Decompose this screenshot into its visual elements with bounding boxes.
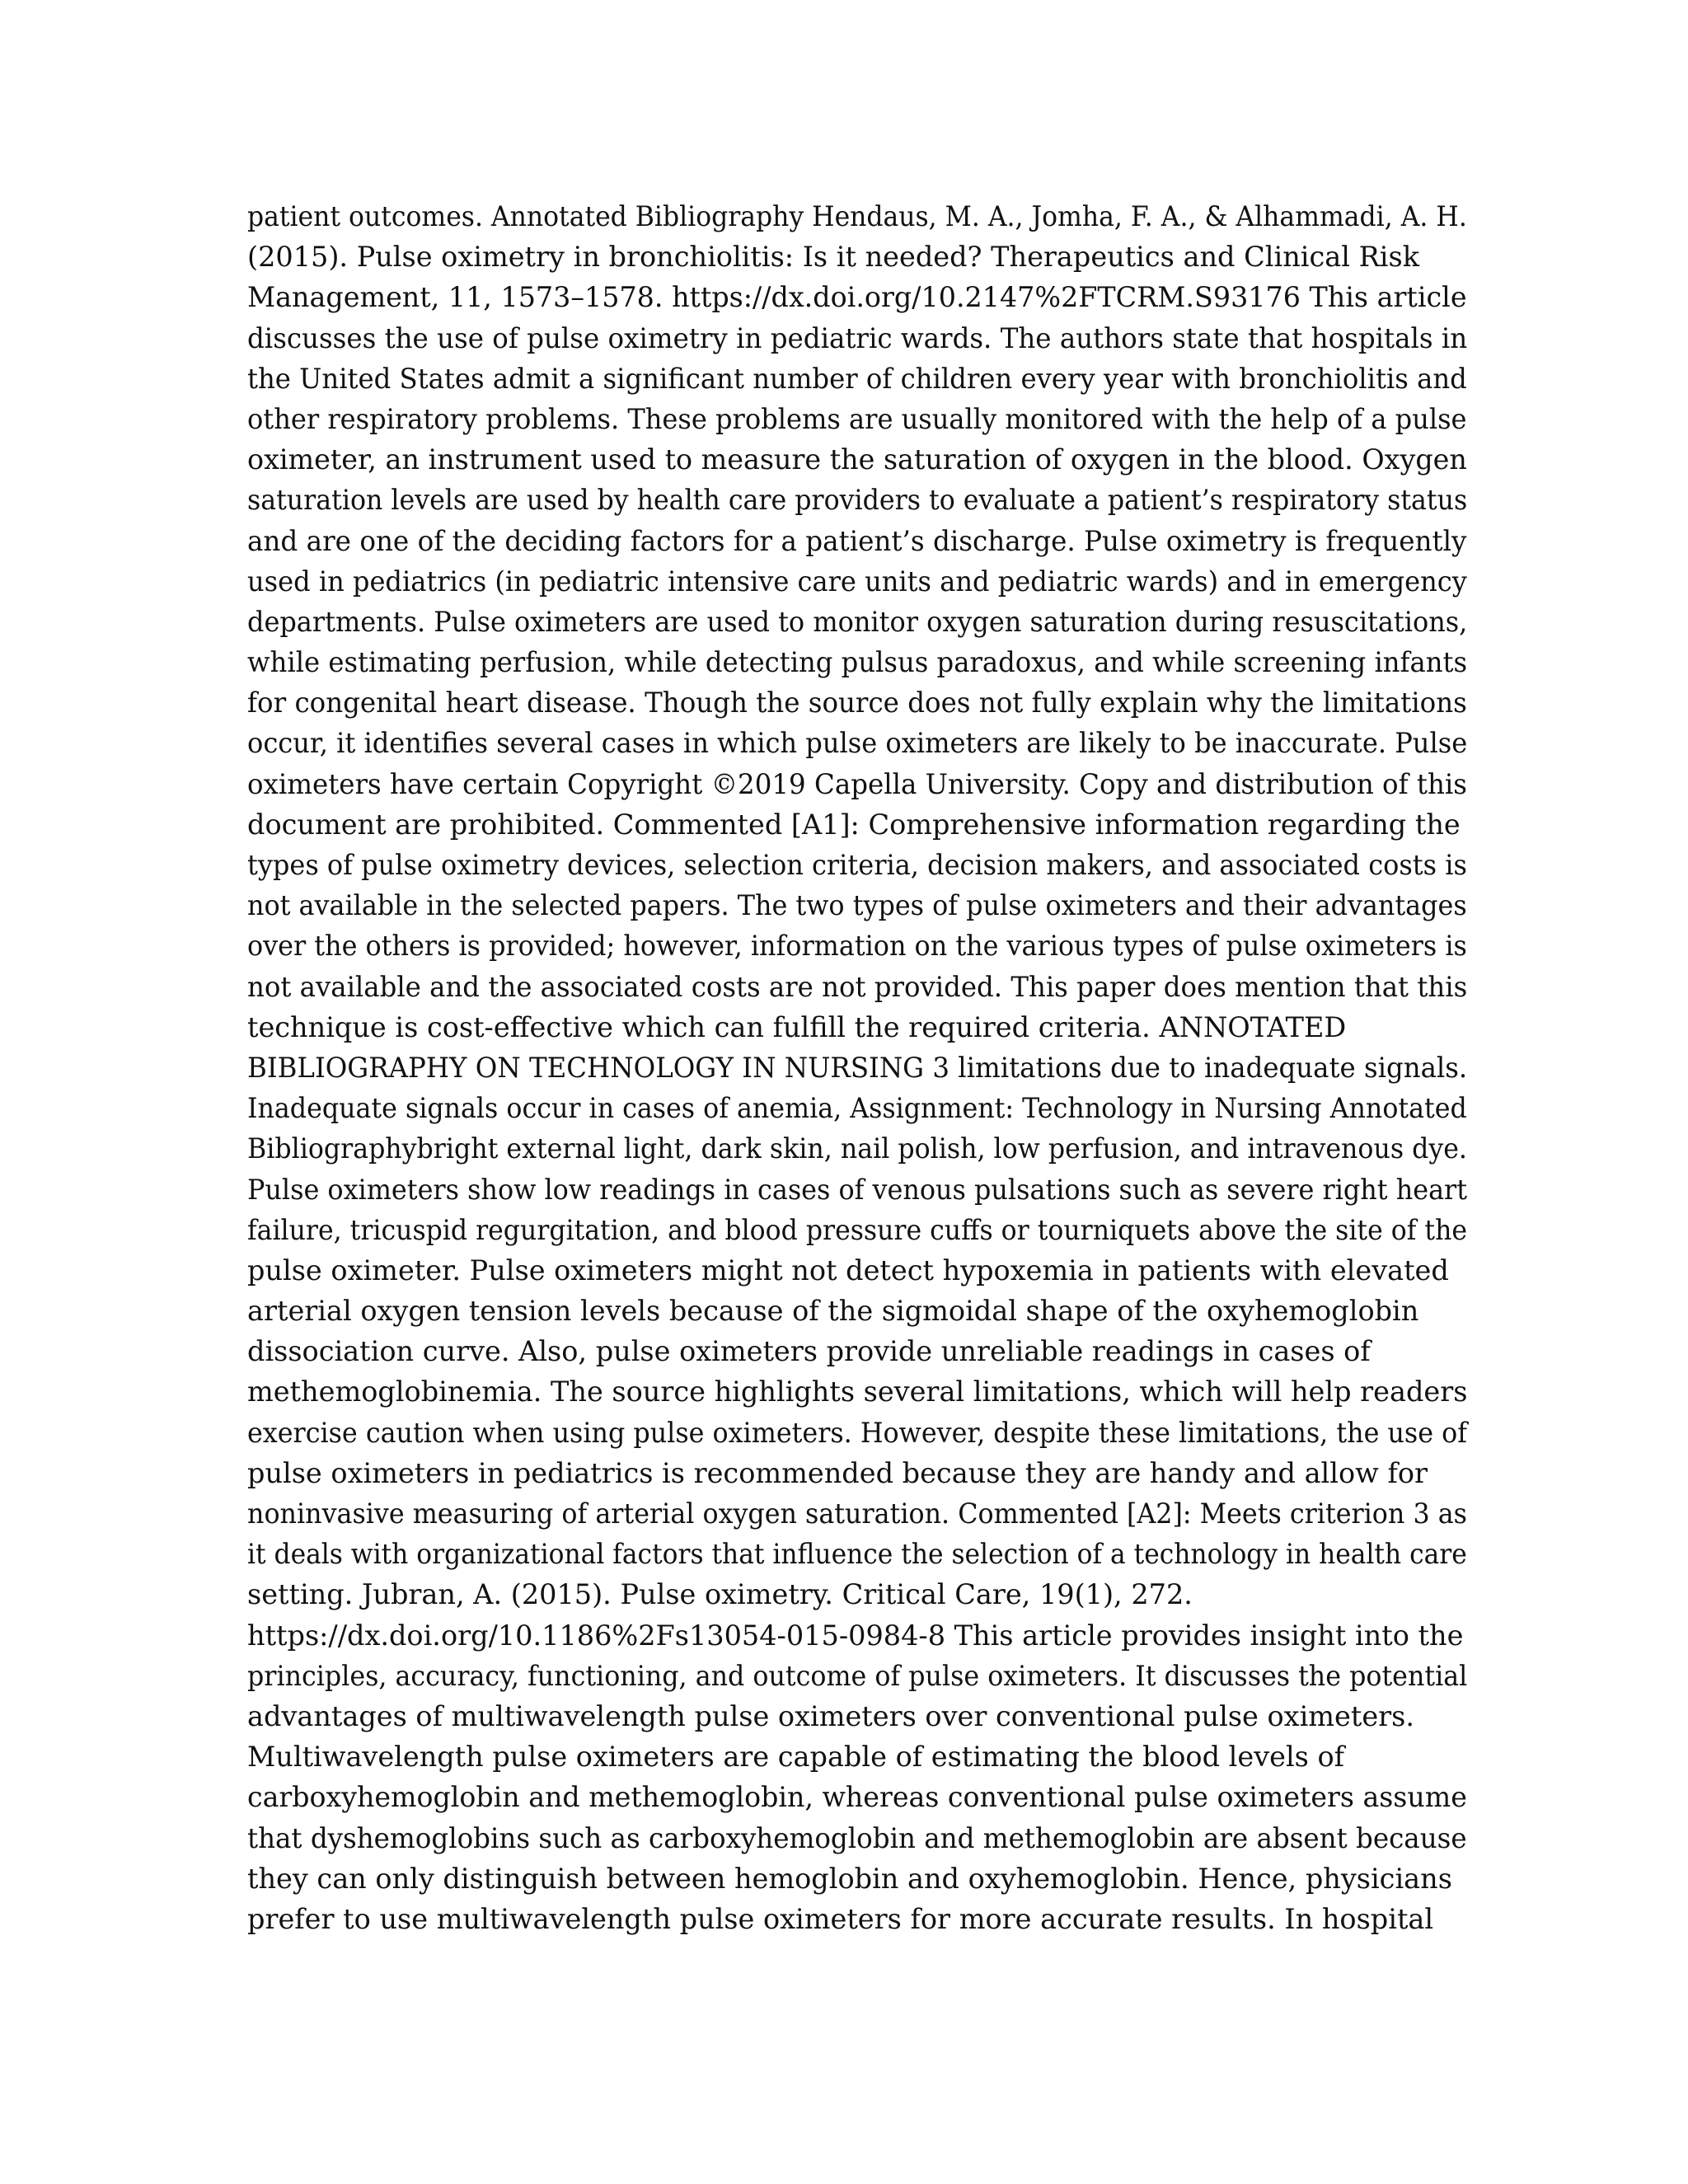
- text-line: types of pulse oximetry devices, selection criteria, decision makers, and associated costs is: [247, 849, 1467, 881]
- text-line: saturation levels are used by health care providers to evaluate a patient’s respiratory status: [247, 484, 1468, 517]
- text-line: pulse oximeter. Pulse oximeters might not detect hypoxemia in patients with elevated: [247, 1254, 1449, 1286]
- text-line: technique is cost-effective which can fulfill the required criteria. ANNOTATED: [247, 1010, 1347, 1043]
- text-line: the United States admit a significant number of children every year with bronchiolitis and: [247, 362, 1467, 395]
- text-line: departments. Pulse oximeters are used to monitor oxygen saturation during resuscitations,: [247, 605, 1468, 638]
- text-line: pulse oximeters in pediatrics is recommended because they are handy and allow for: [247, 1456, 1428, 1489]
- text-line: it deals with organizational factors that influence the selection of a technology in health care: [247, 1538, 1467, 1571]
- text-line: Inadequate signals occur in cases of anemia, Assignment: Technology in Nursing Annotated: [247, 1092, 1467, 1125]
- text-line: arterial oxygen tension levels because of the sigmoidal shape of the oxyhemoglobin: [247, 1295, 1419, 1328]
- text-line: oximeter, an instrument used to measure the saturation of oxygen in the blood. Oxygen: [247, 443, 1467, 476]
- text-line: they can only distinguish between hemoglobin and oxyhemoglobin. Hence, physicians: [247, 1862, 1452, 1895]
- text-line: principles, accuracy, functioning, and outcome of pulse oximeters. It discusses the potential: [247, 1659, 1468, 1692]
- text-line: methemoglobinemia. The source highlights several limitations, which will help readers: [247, 1376, 1468, 1408]
- text-line: Management, 11, 1573–1578. https://dx.doi.org/10.2147%2FTCRM.S93176 This article: [247, 281, 1467, 314]
- text-line: that dyshemoglobins such as carboxyhemoglobin and methemoglobin are absent because: [247, 1821, 1467, 1854]
- text-line: exercise caution when using pulse oximeters. However, despite these limitations, the use of: [247, 1416, 1467, 1449]
- text-line: https://dx.doi.org/10.1186%2Fs13054-015-0984-8 This article provides insight into the: [247, 1619, 1464, 1652]
- text-line: Pulse oximeters show low readings in cases of venous pulsations such as severe right heart: [247, 1173, 1468, 1206]
- text-line: used in pediatrics (in pediatric intensive care units and pediatric wards) and in emergency: [247, 565, 1467, 598]
- text-line: dissociation curve. Also, pulse oximeters provide unreliable readings in cases of: [247, 1335, 1371, 1368]
- text-line: oximeters have certain Copyright ©2019 Capella University. Copy and distribution of this: [247, 767, 1467, 800]
- text-line: for congenital heart disease. Though the source does not fully explain why the limitations: [247, 687, 1467, 719]
- text-line: advantages of multiwavelength pulse oximeters over conventional pulse oximeters.: [247, 1699, 1415, 1732]
- text-line: failure, tricuspid regurgitation, and blood pressure cuffs or tourniquets above the site of the: [247, 1213, 1468, 1246]
- text-line: discusses the use of pulse oximetry in pediatric wards. The authors state that hospitals in: [247, 321, 1468, 354]
- text-line: noninvasive measuring of arterial oxygen saturation. Commented [A2]: Meets criterion 3 as: [247, 1497, 1467, 1530]
- text-line: Multiwavelength pulse oximeters are capable of estimating the blood levels of: [247, 1741, 1345, 1774]
- text-line: patient outcomes. Annotated Bibliography Hendaus, M. A., Jomha, F. A., & Alhammadi, A. H.: [247, 200, 1467, 232]
- text-line: over the others is provided; however, information on the various types of pulse oximeters is: [247, 930, 1467, 963]
- text-line: Bibliographybright external light, dark skin, nail polish, low perfusion, and intravenous dye.: [247, 1132, 1467, 1165]
- text-line: while estimating perfusion, while detecting pulsus paradoxus, and while screening infants: [247, 646, 1468, 679]
- text-line: setting. Jubran, A. (2015). Pulse oximetry. Critical Care, 19(1), 272.: [247, 1578, 1193, 1611]
- text-line: other respiratory problems. These problems are usually monitored with the help of a pulse: [247, 402, 1467, 435]
- body-text: [247, 196, 1467, 1939]
- text-line: occur, it identifies several cases in which pulse oximeters are likely to be inaccurate. Pulse: [247, 727, 1468, 760]
- text-line: not available and the associated costs are not provided. This paper does mention that this: [247, 970, 1468, 1003]
- text-line: carboxyhemoglobin and methemoglobin, whereas conventional pulse oximeters assume: [247, 1781, 1467, 1814]
- text-line: not available in the selected papers. The two types of pulse oximeters and their advantages: [247, 889, 1467, 922]
- text-line: prefer to use multiwavelength pulse oximeters for more accurate results. In hospital: [247, 1902, 1434, 1935]
- text-line: document are prohibited. Commented [A1]: Comprehensive information regarding the: [247, 808, 1461, 841]
- text-line: (2015). Pulse oximetry in bronchiolitis: Is it needed? Therapeutics and Clinical Risk: [247, 241, 1420, 274]
- text-line: and are one of the deciding factors for a patient’s discharge. Pulse oximetry is frequently: [247, 524, 1467, 557]
- text-line: BIBLIOGRAPHY ON TECHNOLOGY IN NURSING 3 limitations due to inadequate signals.: [247, 1051, 1468, 1084]
